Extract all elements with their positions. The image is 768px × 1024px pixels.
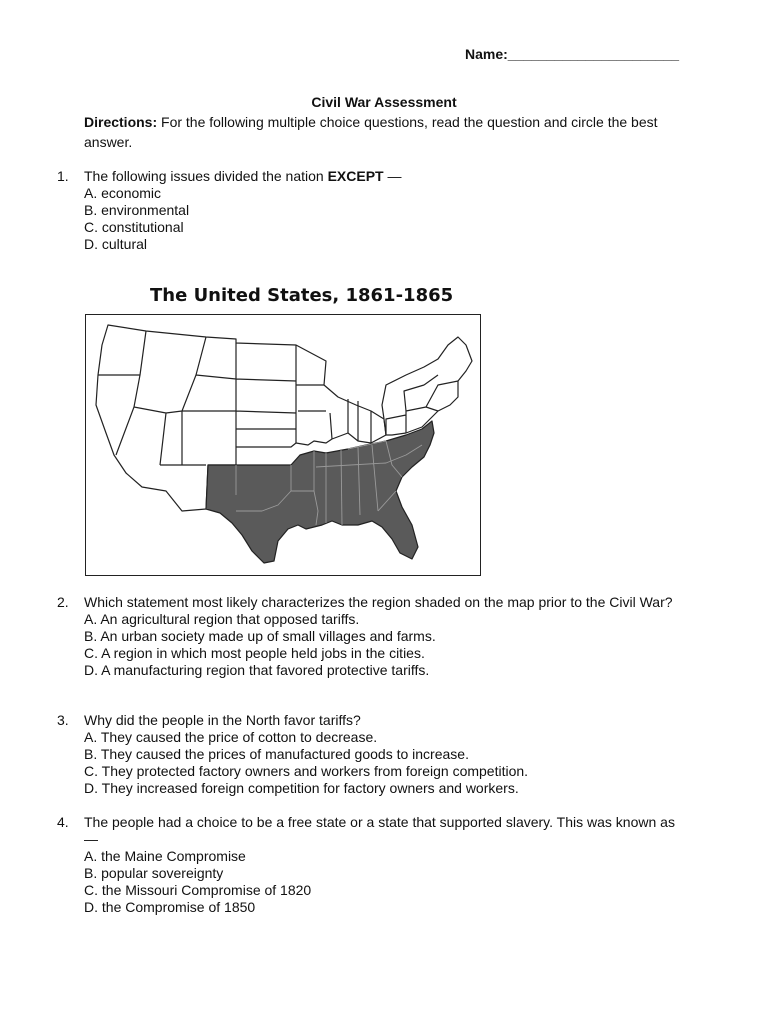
map-title: The United States, 1861-1865 [150, 285, 454, 306]
page-title: Civil War Assessment [311, 94, 457, 110]
option-a[interactable]: A. They caused the price of cotton to decrease. [84, 729, 378, 745]
us-map-graphic [86, 315, 481, 576]
option-b[interactable]: B. An urban society made up of small villages and farms. [84, 628, 436, 644]
option-a[interactable]: A. the Maine Compromise [84, 848, 246, 864]
us-map [85, 314, 481, 576]
option-d[interactable]: D. A manufacturing region that favored protective tariffs. [84, 662, 430, 678]
directions [84, 112, 694, 152]
question-4 [57, 814, 684, 916]
stem-text-end: — [383, 168, 402, 184]
option-c[interactable]: C. the Missouri Compromise of 1820 [84, 882, 312, 898]
question-stem: Which statement most likely characterizes the region shaded on the map prior to the Civil War? [84, 594, 673, 610]
question-number: 3. [57, 712, 69, 728]
directions-text: For the following multiple choice questions, read the question and circle the best answer. [84, 114, 658, 150]
question-stem [84, 168, 684, 185]
option-a[interactable]: A. economic [84, 185, 162, 201]
question-number: 2. [57, 594, 69, 610]
question-number: 4. [57, 814, 69, 830]
option-d[interactable]: D. They increased foreign competition for factory owners and workers. [84, 780, 519, 796]
option-d[interactable]: D. cultural [84, 236, 148, 252]
question-stem: The people had a choice to be a free state or a state that supported slavery. This was known as — [84, 814, 675, 847]
option-c[interactable]: C. constitutional [84, 219, 184, 235]
option-c[interactable]: C. A region in which most people held jobs in the cities. [84, 645, 425, 661]
option-b[interactable]: B. They caused the prices of manufactured goods to increase. [84, 746, 469, 762]
question-1 [57, 168, 684, 253]
question-stem: Why did the people in the North favor tariffs? [84, 712, 361, 728]
stem-emphasis: EXCEPT [327, 168, 384, 184]
option-b[interactable]: B. environmental [84, 202, 190, 218]
option-a[interactable]: A. An agricultural region that opposed tariffs. [84, 611, 360, 627]
directions-label: Directions: [84, 114, 158, 130]
question-number: 1. [57, 168, 69, 184]
question-2 [57, 594, 684, 679]
question-3 [57, 712, 684, 797]
option-b[interactable]: B. popular sovereignty [84, 865, 224, 881]
option-d[interactable]: D. the Compromise of 1850 [84, 899, 256, 915]
stem-text: The following issues divided the nation [84, 168, 328, 184]
option-c[interactable]: C. They protected factory owners and workers from foreign competition. [84, 763, 529, 779]
name-field-label: Name:______________________ [465, 46, 680, 62]
